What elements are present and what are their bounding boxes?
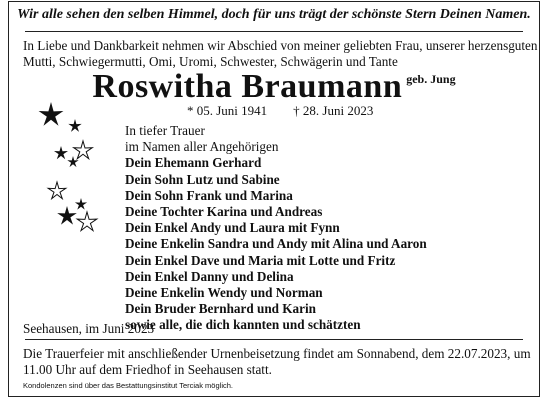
star-icon [57, 206, 77, 225]
mourner-entry: Dein Enkel Danny und Delina [125, 268, 294, 284]
birth-name: geb. Jung [406, 72, 456, 86]
mourner-entry: Deine Tochter Karina und Andreas [125, 204, 323, 220]
star-icon [67, 156, 78, 167]
obituary-frame [8, 1, 540, 397]
star-icon [68, 119, 81, 132]
mourner-entry: Dein Sohn Lutz und Sabine [125, 171, 280, 187]
deceased-name-row [9, 68, 539, 106]
header-quote: Wir alle sehen den selben Himmel, doch für uns trägt der schönste Stern Deinen Namen. [17, 7, 531, 22]
birth-date: * 05. Juni 1941 [187, 103, 268, 118]
star-icon [39, 102, 64, 126]
mourner-entry: Deine Enkelin Wendy und Norman [125, 285, 323, 301]
intro-line: Mutti, Schwiegermutti, Omi, Uromi, Schwester, Schwägerin und Tante [23, 54, 398, 69]
mourner-entry: Deine Enkelin Sandra und Andy mit Alina und Aaron [125, 236, 427, 252]
mourner-entry: Dein Enkel Andy und Laura mit Fynn [125, 220, 340, 236]
intro-text [23, 38, 538, 70]
bottom-divider [25, 339, 523, 340]
stars-decoration-icon [37, 102, 117, 242]
funeral-line: Die Trauerfeier mit anschließender Urnenbeisetzung findet am Sonnabend, dem 22.07.2023, um [23, 346, 531, 361]
life-dates [187, 103, 373, 119]
intro-line: In Liebe und Dankbarkeit nehmen wir Abschied von meiner geliebten Frau, unserer herzensguten [23, 38, 538, 53]
condolence-note: Kondolenzen sind über das Bestattungsinstitut Terciak möglich. [23, 381, 233, 390]
mourner-entry: Dein Bruder Bernhard und Karin [125, 301, 317, 317]
deceased-name: Roswitha Braumann [92, 68, 403, 105]
star-icon [77, 212, 97, 231]
funeral-line: 11.00 Uhr auf dem Friedhof in Seehausen statt. [23, 362, 272, 377]
funeral-notice [23, 346, 531, 378]
mourner-entry: Dein Enkel Dave und Maria mit Lotte und Fritz [125, 252, 396, 268]
mourning-intro-line: In tiefer Trauer [125, 123, 205, 138]
death-date: † 28. Juni 2023 [293, 103, 374, 118]
mourners-list [125, 123, 427, 334]
mourner-entry: sowie alle, die dich kannten und schätzten [125, 317, 361, 333]
place-date: Seehausen, im Juni 2023 [23, 321, 155, 336]
mourner-entry: Dein Ehemann Gerhard [125, 155, 262, 171]
star-icon [48, 182, 66, 199]
star-icon [54, 146, 68, 159]
mourner-entry: Dein Sohn Frank und Marina [125, 187, 293, 203]
star-icon [74, 141, 93, 159]
star-icon [75, 198, 87, 210]
top-divider [25, 31, 523, 32]
mourning-intro-line: im Namen aller Angehörigen [125, 139, 279, 155]
